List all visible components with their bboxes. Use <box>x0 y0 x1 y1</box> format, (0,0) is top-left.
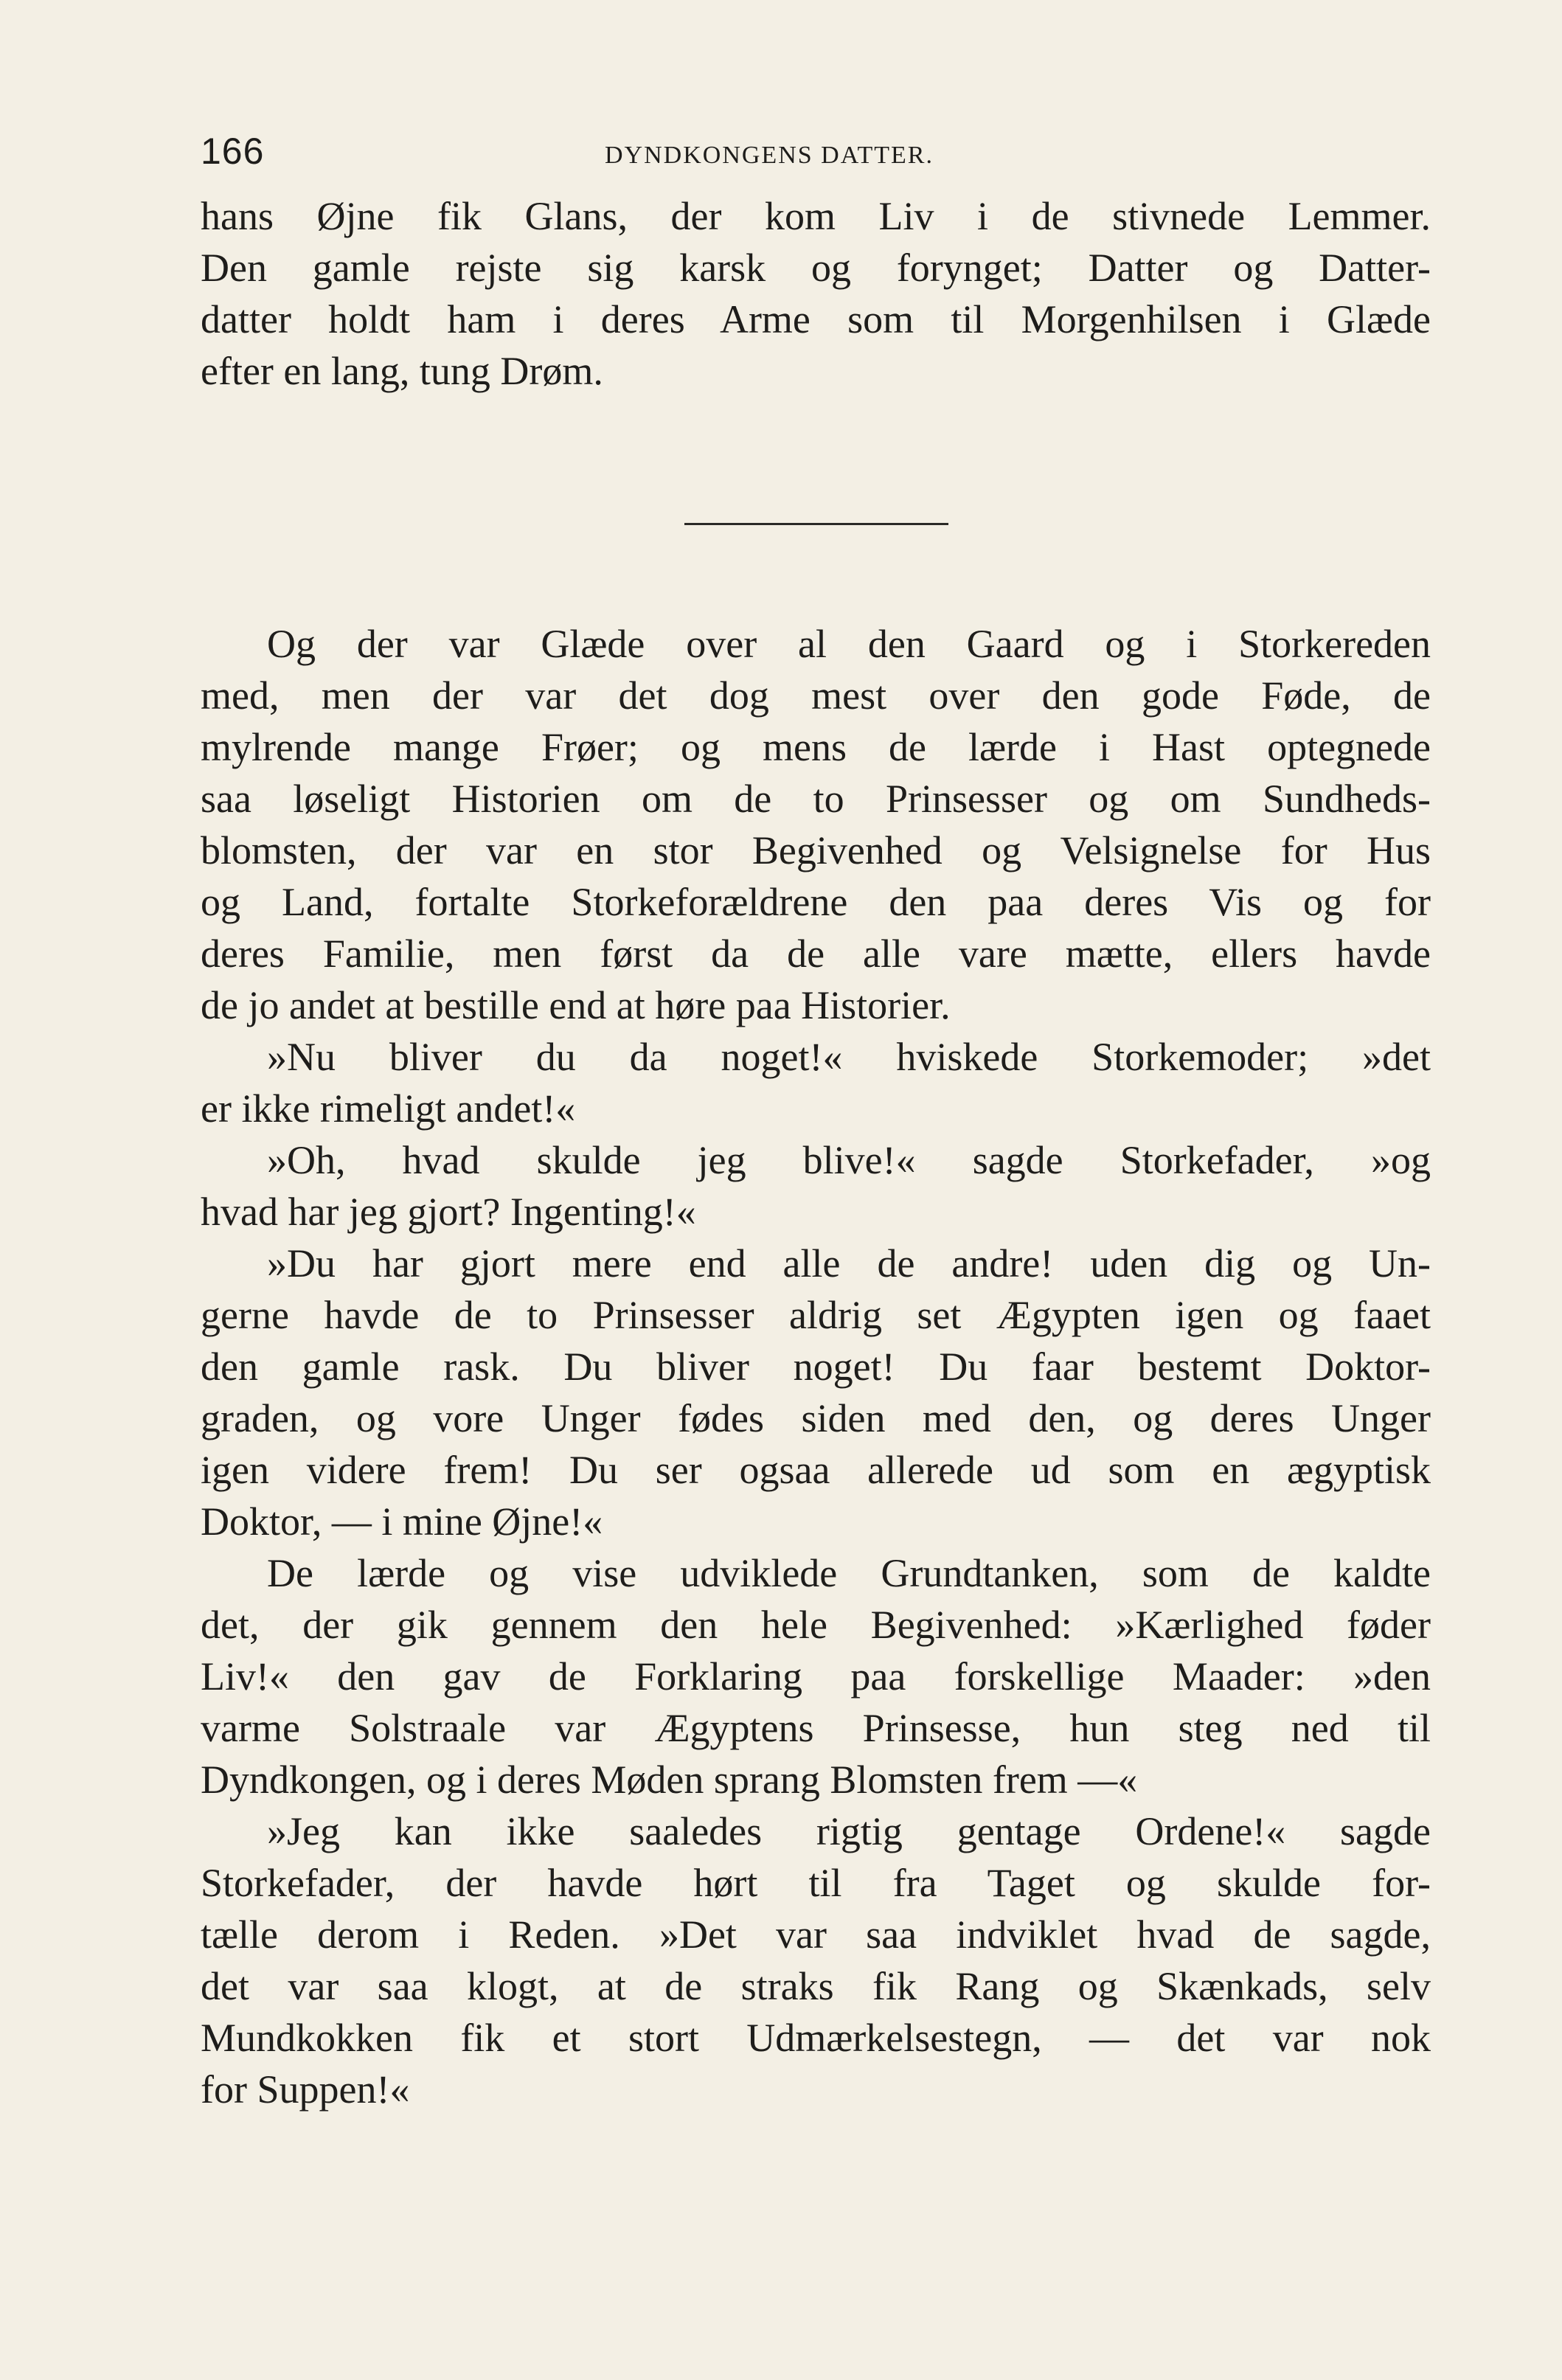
section-divider <box>684 523 948 525</box>
text-line: Den gamle rejste sig karsk og forynget; Datter og Datter- <box>201 246 1431 290</box>
text-line: Liv!« den gav de Forklaring paa forskellige Maader: »den <box>201 1654 1431 1699</box>
running-title: DYNDKONGENS DATTER. <box>605 142 934 169</box>
text-line: Og der var Glæde over al den Gaard og i Storkereden <box>267 622 1431 666</box>
text-line: De lærde og vise udviklede Grundtanken, som de kaldte <box>267 1551 1431 1595</box>
text-line: blomsten, der var en stor Begivenhed og Velsignelse for Hus <box>201 828 1431 872</box>
text-line: gerne havde de to Prinsesser aldrig set Ægypten igen og faaet <box>201 1293 1431 1337</box>
text-line: for Suppen!« <box>201 2067 410 2112</box>
text-line: »Jeg kan ikke saaledes rigtig gentage Ordene!« sagde <box>267 1809 1431 1853</box>
text-line: tælle derom i Reden. »Det var saa indviklet hvad de sagde, <box>201 1912 1431 1957</box>
text-line: Storkefader, der havde hørt til fra Taget og skulde for- <box>201 1861 1431 1905</box>
page-header <box>201 129 1432 188</box>
text-line: datter holdt ham i deres Arme som til Morgenhilsen i Glæde <box>201 297 1431 341</box>
text-line: deres Familie, men først da de alle vare mætte, ellers havde <box>201 931 1431 976</box>
text-line: saa løseligt Historien om de to Prinsesser og om Sundheds- <box>201 777 1431 821</box>
text-line: mylrende mange Frøer; og mens de lærde i Hast optegnede <box>201 725 1431 769</box>
text-line: hvad har jeg gjort? Ingenting!« <box>201 1190 696 1234</box>
text-line: »Nu bliver du da noget!« hviskede Storkemoder; »det <box>267 1035 1431 1079</box>
text-line: graden, og vore Unger fødes siden med den, og deres Unger <box>201 1396 1431 1440</box>
text-line: med, men der var det dog mest over den gode Føde, de <box>201 673 1431 718</box>
text-line: hans Øjne fik Glans, der kom Liv i de stivnede Lemmer. <box>201 194 1431 238</box>
text-line: »Oh, hvad skulde jeg blive!« sagde Storkefader, »og <box>267 1138 1431 1182</box>
text-line: varme Solstraale var Ægyptens Prinsesse, hun steg ned til <box>201 1706 1431 1750</box>
text-line: Dyndkongen, og i deres Møden sprang Blomsten frem —« <box>201 1758 1138 1802</box>
text-line: det, der gik gennem den hele Begivenhed: »Kærlighed føder <box>201 1603 1431 1647</box>
text-line: »Du har gjort mere end alle de andre! uden dig og Un- <box>267 1241 1431 1286</box>
page-number: 166 <box>201 131 265 172</box>
paragraph-continuation <box>201 190 1431 397</box>
text-line: den gamle rask. Du bliver noget! Du faar bestemt Doktor- <box>201 1345 1431 1389</box>
text-line: og Land, fortalte Storkeforældrene den paa deres Vis og for <box>201 880 1431 924</box>
paragraph-main <box>201 618 1431 2115</box>
text-line: Mundkokken fik et stort Udmærkelsestegn, — det var nok <box>201 2016 1431 2060</box>
text-line: det var saa klogt, at de straks fik Rang og Skænkads, selv <box>201 1964 1431 2008</box>
text-line: er ikke rimeligt andet!« <box>201 1086 576 1131</box>
text-line: Doktor, — i mine Øjne!« <box>201 1499 603 1544</box>
text-line: efter en lang, tung Drøm. <box>201 349 603 393</box>
text-line: igen videre frem! Du ser ogsaa allerede ud som en ægyptisk <box>201 1448 1431 1492</box>
text-line: de jo andet at bestille end at høre paa Historier. <box>201 983 951 1027</box>
